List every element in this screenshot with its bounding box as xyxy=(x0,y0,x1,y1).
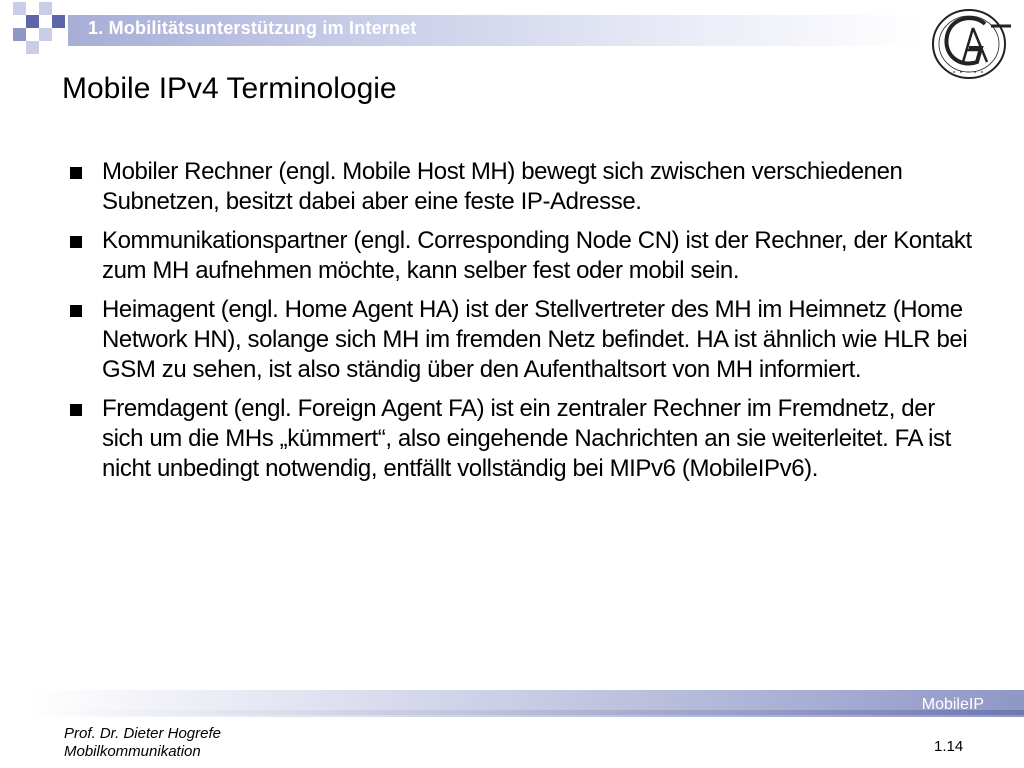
bullet-item xyxy=(62,226,982,286)
bullet-text: Fremdagent (engl. Foreign Agent FA) ist ein zentraler Rechner im Fremdnetz, der sich um die MHs „kümmert“, also eingehende Nachrichten an sie weiterleitet. FA ist nicht unbedingt notwendig, entfällt vollständig bei MIPv6 (MobileIPv6). xyxy=(102,395,951,482)
bullet-text: Heimagent (engl. Home Agent HA) ist der Stellvertreter des MH im Heimnetz (Home Network HN), solange sich MH im fremden Netz befindet. HA ist ähnlich wie HLR bei GSM zu sehen, ist also ständig über den Aufenthaltsort von MH informiert. xyxy=(102,296,968,383)
bullet-item xyxy=(62,295,982,385)
bullet-item xyxy=(62,157,982,217)
square-bullet-icon xyxy=(70,404,82,416)
course-name: Mobilkommunikation xyxy=(64,743,201,760)
decor-square xyxy=(13,28,26,41)
square-bullet-icon xyxy=(70,236,82,248)
section-title: 1. Mobilitätsunterstützung im Internet xyxy=(88,18,417,38)
square-bullet-icon xyxy=(70,305,82,317)
footer-topic-label: MobileIP xyxy=(921,696,984,713)
footer-author-block xyxy=(64,725,221,761)
university-seal-logo xyxy=(925,6,1017,84)
bullet-text: Mobiler Rechner (engl. Mobile Host MH) bewegt sich zwischen verschiedenen Subnetzen, besitzt dabei aber eine feste IP-Adresse. xyxy=(102,158,903,215)
bullet-list xyxy=(62,157,982,493)
decor-square xyxy=(39,2,52,15)
decor-square xyxy=(52,15,65,28)
slide-title: Mobile IPv4 Terminologie xyxy=(62,72,397,105)
decor-square xyxy=(26,15,39,28)
bullet-text: Kommunikationspartner (engl. Corresponding Node CN) ist der Rechner, der Kontakt zum MH aufnehmen möchte, kann selber fest oder mobil sein. xyxy=(102,227,972,284)
decor-square xyxy=(13,2,26,15)
square-bullet-icon xyxy=(70,167,82,179)
decor-square xyxy=(39,28,52,41)
footer-bar-accent xyxy=(30,710,1024,715)
author-name: Prof. Dr. Dieter Hogrefe xyxy=(64,725,221,742)
bullet-item xyxy=(62,394,982,484)
decor-square xyxy=(26,41,39,54)
page-number: 1.14 xyxy=(934,738,964,755)
